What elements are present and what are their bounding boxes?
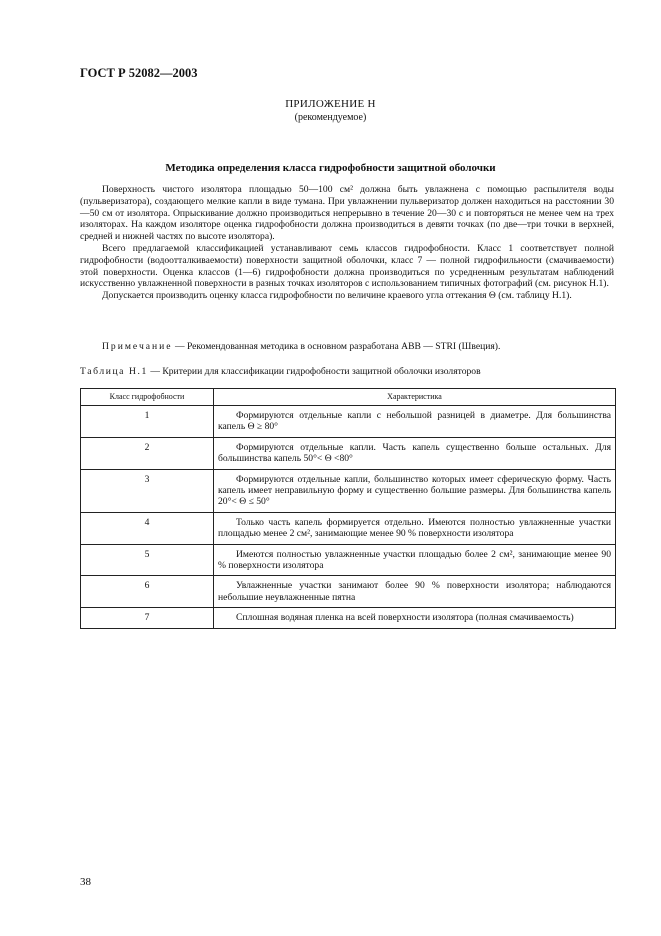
class-cell: 7 bbox=[81, 608, 214, 628]
note-text: — Рекомендованная методика в основном разработана ABB — STRI (Швеция). bbox=[172, 341, 501, 352]
characteristic-cell bbox=[214, 544, 616, 576]
section-title: Методика определения класса гидрофобности защитной оболочки bbox=[165, 162, 496, 174]
paragraph: Допускается производить оценку класса гидрофобности по величине краевого угла оттекания Θ (см. таблицу Н.1). bbox=[102, 290, 572, 302]
table-caption bbox=[80, 366, 614, 377]
appendix-subtitle: (рекомендуемое) bbox=[294, 112, 367, 123]
paragraph: Всего предлагаемой классификацией устанавливают семь классов гидрофобности. Класс 1 соответствует полной гидрофобности (водоотталкиваемости) поверхности защитной оболочки, класс 7 — полной гидрофильности (смачиваемости) этой поверхности. Оценка классов (1—6) гидрофобности должна производиться по усредненным результатам наблюдений искусственно увлажненной поверхности в разных точках изоляторов с использованием типичных фотографий (см. рисунок Н.1). bbox=[80, 242, 614, 290]
characteristic-cell bbox=[214, 469, 616, 512]
table-row bbox=[81, 512, 616, 544]
characteristic-cell bbox=[214, 576, 616, 608]
table-row bbox=[81, 469, 616, 512]
page-number: 38 bbox=[80, 876, 91, 888]
column-header-characteristic: Характеристика bbox=[214, 389, 616, 406]
characteristic-text: Увлажненные участки занимают более 90 % поверхности изолятора; наблюдаются небольшие неувлажненные пятна bbox=[218, 580, 611, 603]
appendix-title: ПРИЛОЖЕНИЕ Н bbox=[285, 98, 376, 110]
class-cell: 3 bbox=[81, 469, 214, 512]
characteristic-text: Имеются полностью увлажненные участки площадью более 2 см², занимающие менее 90 % поверхности изолятора bbox=[218, 548, 611, 572]
table-row bbox=[81, 576, 616, 608]
table-caption-label: Таблица Н.1 bbox=[80, 366, 148, 377]
class-cell: 1 bbox=[81, 406, 214, 438]
characteristic-cell bbox=[214, 512, 616, 544]
characteristic-text: Сплошная водяная пленка на всей поверхности изолятора (полная смачиваемость) bbox=[236, 612, 574, 624]
class-cell: 5 bbox=[81, 544, 214, 576]
table-caption-text: — Критерии для классификации гидрофобности защитной оболочки изоляторов bbox=[147, 366, 481, 377]
characteristic-text: Формируются отдельные капли с небольшой разницей в диаметре. Для большинства капель Θ ≥ 80° bbox=[218, 410, 611, 433]
body-text bbox=[80, 184, 614, 302]
table-row bbox=[81, 608, 616, 628]
table-row bbox=[81, 544, 616, 576]
class-cell: 4 bbox=[81, 512, 214, 544]
note-label: Примечание bbox=[102, 341, 173, 352]
characteristic-text: Формируются отдельные капли, большинство которых имеет сферическую форму. Часть капель имеет неправильную форму и существенно большие размеры. Для большинства капель 20°< Θ ≤ 50° bbox=[218, 473, 611, 508]
table-row bbox=[81, 406, 616, 438]
table-row bbox=[81, 437, 616, 469]
document-code: ГОСТ Р 52082—2003 bbox=[80, 66, 198, 80]
characteristic-cell bbox=[214, 437, 616, 469]
characteristic-text: Только часть капель формируется отдельно. Имеются полностью увлажненные участки площадью менее 2 см², занимающие менее 90 % поверхности изолятора bbox=[218, 516, 611, 540]
note bbox=[80, 341, 614, 352]
characteristic-cell bbox=[214, 608, 616, 628]
characteristic-cell bbox=[214, 406, 616, 438]
column-header-class: Класс гидрофобности bbox=[81, 389, 214, 406]
class-cell: 6 bbox=[81, 576, 214, 608]
hydrophobicity-table bbox=[80, 388, 616, 629]
paragraph: Поверхность чистого изолятора площадью 50—100 см² должна быть увлажнена с помощью распылителя воды (пульверизатора), создающего мелкие капли в виде тумана. При увлажнении пульверизатор должен находиться на расстоянии 30—50 см от изолятора. Опрыскивание должно производиться непрерывно в течение 20—30 с и повторяться не менее чем на трех изоляторах. На каждом изоляторе оценка гидрофобности должна производиться в девяти точках (по две—три точки в верхней, средней и нижней частях по высоте изолятора). bbox=[80, 184, 614, 243]
class-cell: 2 bbox=[81, 437, 214, 469]
table-header-row bbox=[81, 389, 616, 406]
characteristic-text: Формируются отдельные капли. Часть капель существенно больше остальных. Для большинства капель 50°< Θ <80° bbox=[218, 441, 611, 465]
